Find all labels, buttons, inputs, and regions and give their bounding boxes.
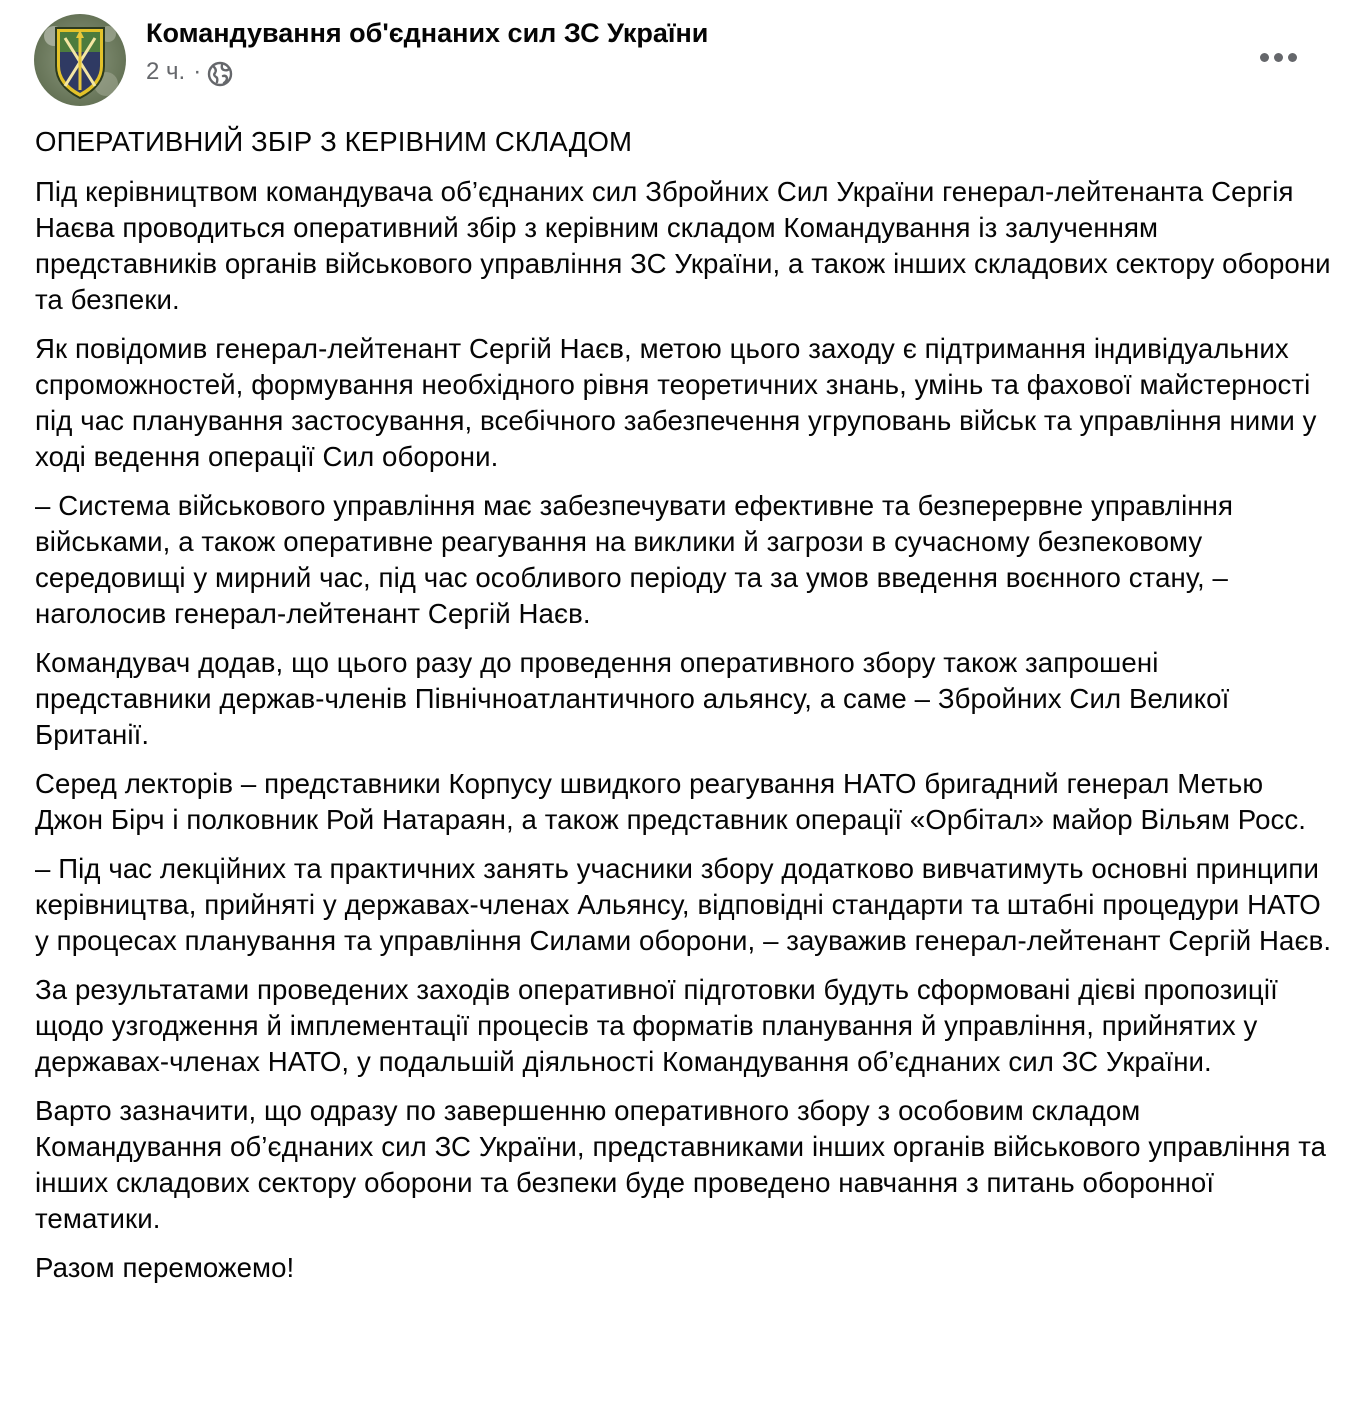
post-text <box>35 124 1335 1299</box>
joint-forces-emblem-icon <box>34 14 126 106</box>
post-timestamp[interactable]: 2 ч. <box>146 58 186 85</box>
post-paragraph: Серед лекторів – представники Корпусу швидкого реагування НАТО бригадний генерал Метью Джон Бірч і полковник Рой Натараян, а також представник операції «Орбітал» майор Вільям Росс. <box>35 768 1307 835</box>
more-dot <box>1260 53 1269 62</box>
post-paragraph: – Система військового управління має забезпечувати ефективне та безперервне управління військами, а також оперативне реагування на виклики й загрози в сучасному безпековому середовищі у мирний час, під час особливого періоду та за умов введення воєнного стану, – наголосив генерал-лейтенант Сергій Наєв. <box>35 490 1234 629</box>
post-closing: Разом переможемо! <box>35 1252 295 1283</box>
meta-separator: · <box>193 58 202 85</box>
post-paragraph: – Під час лекційних та практичних занять учасники збору додатково вивчатимуть основні принципи керівництва, прийняті у державах-членах Альянсу, відповідні стандарти та штабні процедури НАТО у процесах планування та управління Силами оборони, – зауважив генерал-лейтенант Сергій Наєв. <box>35 853 1332 956</box>
globe-icon[interactable] <box>207 61 233 87</box>
post-paragraph: Як повідомив генерал-лейтенант Сергій Наєв, метою цього заходу є підтримання індивідуальних спроможностей, формування необхідного рівня теоретичних знань, умінь та фахової майстерності під час планування застосування, всебічного забезпечення угруповань військ та управління ними у ході ведення операції Сил оборони. <box>35 333 1317 472</box>
post-paragraph: Варто зазначити, що одразу по завершенню оперативного збору з особовим складом Командування об’єднаних сил ЗС України, представниками інших органів військового управління та інших складових сектору оборони та безпеки буде проведено навчання з питань оборонної тематики. <box>35 1095 1327 1234</box>
post-meta <box>146 56 233 88</box>
more-options-icon[interactable] <box>1250 38 1306 76</box>
post-title: ОПЕРАТИВНИЙ ЗБІР З КЕРІВНИМ СКЛАДОМ <box>35 126 633 157</box>
post-paragraph: За результатами проведених заходів оперативної підготовки будуть сформовані дієві пропозиції щодо узгодження й імплементації процесів та форматів планування й управління, прийнятих у державах-членах НАТО, у подальшій діяльності Командування об’єднаних сил ЗС України. <box>35 974 1278 1077</box>
post-paragraph: Командувач додав, що цього разу до проведення оперативного збору також запрошені представники держав-членів Північноатлантичного альянсу, а саме – Збройних Сил Великої Британії. <box>35 647 1230 750</box>
more-dot <box>1274 53 1283 62</box>
page-avatar[interactable] <box>34 14 126 106</box>
post-paragraph: Під керівництвом командувача об’єднаних сил Збройних Сил України генерал-лейтенанта Сергія Наєва проводиться оперативний збір з керівним складом Командування із залученням представників органів військового управління ЗС України, а також інших складових сектору оборони та безпеки. <box>35 176 1331 315</box>
more-dot <box>1288 53 1297 62</box>
page-name-link[interactable]: Командування об'єднаних сил ЗС України <box>146 18 709 48</box>
